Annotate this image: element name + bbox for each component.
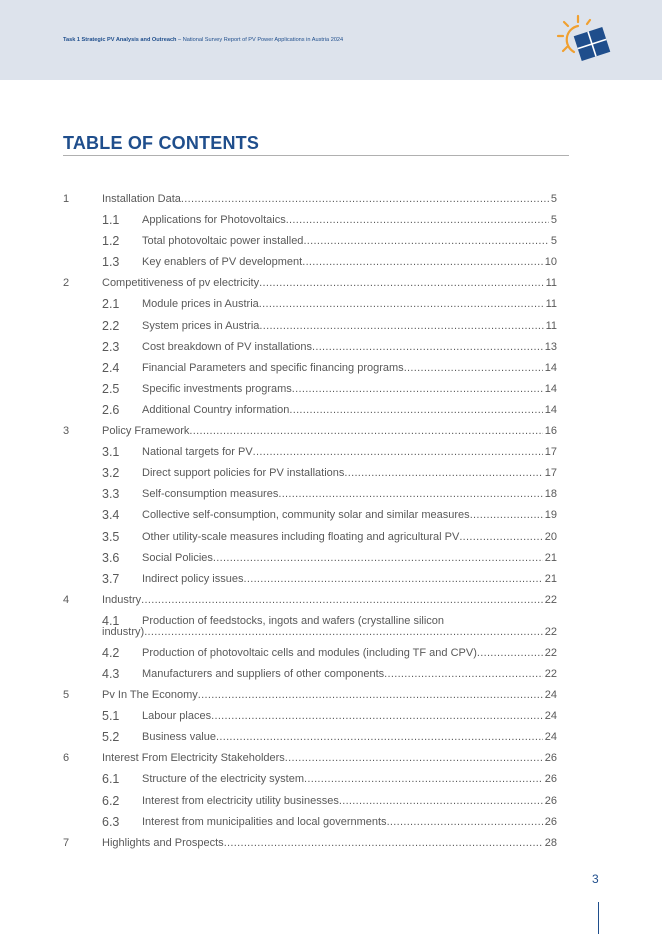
- toc-entry-number: 3.4: [102, 508, 120, 523]
- toc-entry-page: 22: [544, 593, 557, 606]
- toc-entry-label: Social Policies: [142, 551, 213, 564]
- toc-entry-page: 5: [550, 235, 557, 248]
- page-header: [0, 0, 662, 80]
- toc-entry[interactable]: [63, 505, 557, 526]
- toc-entry[interactable]: [63, 421, 557, 442]
- toc-entry[interactable]: [63, 833, 557, 854]
- toc-entry-number: 4: [63, 593, 70, 606]
- toc-entry[interactable]: [63, 527, 557, 548]
- toc-entry[interactable]: [63, 706, 557, 727]
- toc-entry-label: National targets for PV: [142, 446, 253, 459]
- toc-entry-page: 24: [544, 689, 557, 702]
- toc-entry-label: System prices in Austria: [142, 319, 260, 332]
- toc-entry-number: 2.5: [102, 381, 120, 396]
- toc-entry[interactable]: [63, 590, 557, 611]
- toc-entry-number: 3.1: [102, 445, 120, 460]
- toc-entry-label: Other utility-scale measures including floating and agricultural PV: [142, 530, 460, 543]
- toc-entry[interactable]: [63, 664, 557, 685]
- toc-entry-label: Indirect policy issues: [142, 572, 244, 585]
- toc-entry-label: Policy Framework: [102, 425, 190, 438]
- toc-entry[interactable]: [63, 210, 557, 231]
- dot-leader: [302, 252, 543, 273]
- toc-entry[interactable]: [63, 548, 557, 569]
- toc-entry-label: Key enablers of PV development: [142, 256, 303, 269]
- toc-entry-page: 26: [544, 752, 557, 765]
- toc-entry-label: Self-consumption measures: [142, 488, 279, 501]
- toc-list: [63, 189, 557, 854]
- toc-entry-number: 5.1: [102, 709, 120, 724]
- toc-entry-page: 17: [544, 446, 557, 459]
- toc-entry-page: 24: [544, 710, 557, 723]
- toc-entry-label: Additional Country information: [142, 403, 290, 416]
- toc-entry-page: 26: [544, 794, 557, 807]
- toc-entry-number: 3: [63, 425, 70, 438]
- toc-entry-label: Business value: [142, 731, 216, 744]
- toc-entry-label: Highlights and Prospects: [102, 836, 224, 849]
- dot-leader: [259, 273, 543, 294]
- dot-leader: [198, 685, 543, 706]
- toc-entry-label: Collective self-consumption, community solar and similar measures: [142, 509, 470, 522]
- toc-entry-page: 11: [545, 277, 557, 290]
- toc-entry-page: 21: [544, 572, 557, 585]
- dot-leader: [286, 210, 549, 231]
- toc-entry-page: 13: [544, 340, 557, 353]
- toc-entry-page: 26: [544, 773, 557, 786]
- toc-entry-page: 21: [544, 551, 557, 564]
- toc-entry-number: 2.1: [102, 297, 120, 312]
- dot-leader: [141, 590, 543, 611]
- toc-entry-number: 3.6: [102, 550, 120, 565]
- toc-entry-number: 3.3: [102, 487, 120, 502]
- toc-entry-label: Interest from electricity utility businesses: [142, 794, 339, 807]
- toc-entry-page: 26: [544, 815, 557, 828]
- toc-entry-page: 22: [544, 667, 557, 680]
- toc-entry-page: 24: [544, 731, 557, 744]
- toc-entry-label: Interest from municipalities and local governments: [142, 815, 387, 828]
- toc-entry-number: 6.1: [102, 772, 120, 787]
- toc-entry-label: Structure of the electricity system: [142, 773, 304, 786]
- toc-entry-page: 19: [544, 509, 557, 522]
- toc-entry-page: 17: [544, 467, 557, 480]
- dot-leader: [211, 706, 543, 727]
- dot-leader: [312, 337, 543, 358]
- toc-entry-number: 3.2: [102, 466, 120, 481]
- toc-entry-number: 1.3: [102, 255, 120, 270]
- dot-leader: [216, 727, 543, 748]
- toc-entry-page: 14: [544, 361, 557, 374]
- dot-leader: [224, 833, 543, 854]
- dot-leader: [477, 643, 543, 664]
- dot-leader: [459, 527, 542, 548]
- toc-entry-label: Production of feedstocks, ingots and wafers (crystalline silicon: [142, 614, 445, 627]
- dot-leader: [285, 748, 543, 769]
- toc-entry-page: 11: [545, 319, 557, 332]
- toc-entry-page: 22: [544, 625, 557, 638]
- toc-entry[interactable]: [63, 316, 557, 337]
- toc-entry-page: 18: [544, 488, 557, 501]
- toc-entry-label: Applications for Photovoltaics: [142, 214, 286, 227]
- dot-leader: [244, 569, 543, 590]
- toc-entry[interactable]: [63, 379, 557, 400]
- dot-leader: [292, 379, 543, 400]
- dot-leader: [189, 421, 542, 442]
- toc-entry[interactable]: [63, 358, 557, 379]
- dot-leader: [387, 812, 543, 833]
- toc-entry-page: 22: [544, 646, 557, 659]
- toc-entry[interactable]: [63, 727, 557, 748]
- page-number-bar: [598, 902, 599, 934]
- toc-entry[interactable]: [63, 791, 557, 812]
- toc-entry-page: 16: [544, 425, 557, 438]
- toc-entry-label: Direct support policies for PV installations: [142, 467, 345, 480]
- toc-entry-number: 4.2: [102, 645, 120, 660]
- header-title: Task 1 Strategic PV Analysis and Outreach – National Survey Report of PV Power Applications in Austria 2024: [63, 37, 344, 43]
- toc-entry[interactable]: [63, 685, 557, 706]
- toc-entry-label: Total photovoltaic power installed: [142, 235, 304, 248]
- toc-entry[interactable]: [63, 611, 557, 643]
- toc-entry-page: 10: [544, 256, 557, 269]
- toc-entry-label: Labour places: [142, 710, 212, 723]
- toc-entry-page: 14: [544, 382, 557, 395]
- toc-entry-page: 20: [544, 530, 557, 543]
- toc-entry-page: 5: [550, 214, 557, 227]
- toc-entry-number: 6: [63, 752, 70, 765]
- toc-entry-label: Cost breakdown of PV installations: [142, 340, 312, 353]
- heading-rule: [63, 155, 569, 156]
- dot-leader: [303, 231, 548, 252]
- dot-leader: [259, 294, 544, 315]
- toc-heading: TABLE OF CONTENTS: [63, 133, 260, 153]
- toc-entry[interactable]: [63, 748, 557, 769]
- dot-leader: [344, 463, 542, 484]
- toc-entry-number: 1.1: [102, 213, 120, 228]
- toc-entry[interactable]: [63, 442, 557, 463]
- toc-entry-number: 2.2: [102, 318, 120, 333]
- toc-entry-page: 28: [544, 836, 557, 849]
- toc-entry-number: 2: [63, 277, 70, 290]
- toc-entry[interactable]: [63, 484, 557, 505]
- toc-entry[interactable]: [63, 252, 557, 273]
- toc-entry-label: Manufacturers and suppliers of other components: [142, 667, 385, 680]
- toc-entry[interactable]: [63, 643, 557, 664]
- toc-entry[interactable]: [63, 273, 557, 294]
- toc-entry-number: 5: [63, 689, 70, 702]
- toc-entry-number: 5.2: [102, 730, 120, 745]
- toc-entry-number: 4.1: [102, 613, 120, 628]
- toc-entry-number: 3.7: [102, 571, 120, 586]
- toc-entry[interactable]: [63, 769, 557, 790]
- toc-entry-number: 7: [63, 836, 70, 849]
- toc-entry-number: 6.2: [102, 793, 120, 808]
- toc-entry[interactable]: [63, 463, 557, 484]
- toc-entry-number: 2.6: [102, 402, 120, 417]
- toc-entry-label: Competitiveness of pv electricity: [102, 277, 260, 290]
- dot-leader: [289, 400, 542, 421]
- toc-entry[interactable]: [63, 812, 557, 833]
- dot-leader: [278, 484, 542, 505]
- dot-leader: [384, 664, 543, 685]
- toc-entry[interactable]: [63, 337, 557, 358]
- toc-entry-number: 4.3: [102, 666, 120, 681]
- toc-entry-label-continued: industry): [102, 625, 145, 638]
- toc-entry-page: 11: [545, 298, 557, 311]
- toc-entry-number: 2.3: [102, 339, 120, 354]
- dot-leader: [470, 505, 543, 526]
- toc-entry-page: 5: [550, 193, 557, 205]
- toc-entry-label: Industry: [102, 593, 142, 606]
- dot-leader: [181, 189, 549, 210]
- toc-entry-label: Pv In The Economy: [102, 689, 198, 702]
- toc-entry-number: 3.5: [102, 529, 120, 544]
- toc-entry-label: Production of photovoltaic cells and modules (including TF and CPV): [142, 646, 477, 659]
- dot-leader: [253, 442, 543, 463]
- toc-entry-label: Installation Data: [102, 193, 181, 205]
- toc-entry[interactable]: [63, 294, 557, 315]
- toc-entry-number: 1: [63, 193, 70, 205]
- toc-entry-label: Module prices in Austria: [142, 298, 259, 311]
- toc-entry[interactable]: [63, 231, 557, 252]
- toc-entry-number: 1.2: [102, 234, 120, 249]
- dot-leader: [339, 791, 543, 812]
- toc-entry-label: Specific investments programs: [142, 382, 292, 395]
- dot-leader: [144, 622, 543, 643]
- page-number: 3: [592, 872, 599, 886]
- toc-entry[interactable]: [63, 569, 557, 590]
- toc-entry[interactable]: [63, 400, 557, 421]
- toc-entry-label: Financial Parameters and specific financing programs: [142, 361, 404, 374]
- dot-leader: [304, 769, 543, 790]
- sun-panel-logo-icon: [556, 14, 616, 68]
- toc-entry[interactable]: [63, 189, 557, 210]
- dot-leader: [213, 548, 543, 569]
- toc-entry-number: 2.4: [102, 360, 120, 375]
- toc-entry-page: 14: [544, 403, 557, 416]
- dot-leader: [259, 316, 543, 337]
- toc-entry-label: Interest From Electricity Stakeholders: [102, 752, 285, 765]
- dot-leader: [404, 358, 543, 379]
- toc-entry-number: 6.3: [102, 814, 120, 829]
